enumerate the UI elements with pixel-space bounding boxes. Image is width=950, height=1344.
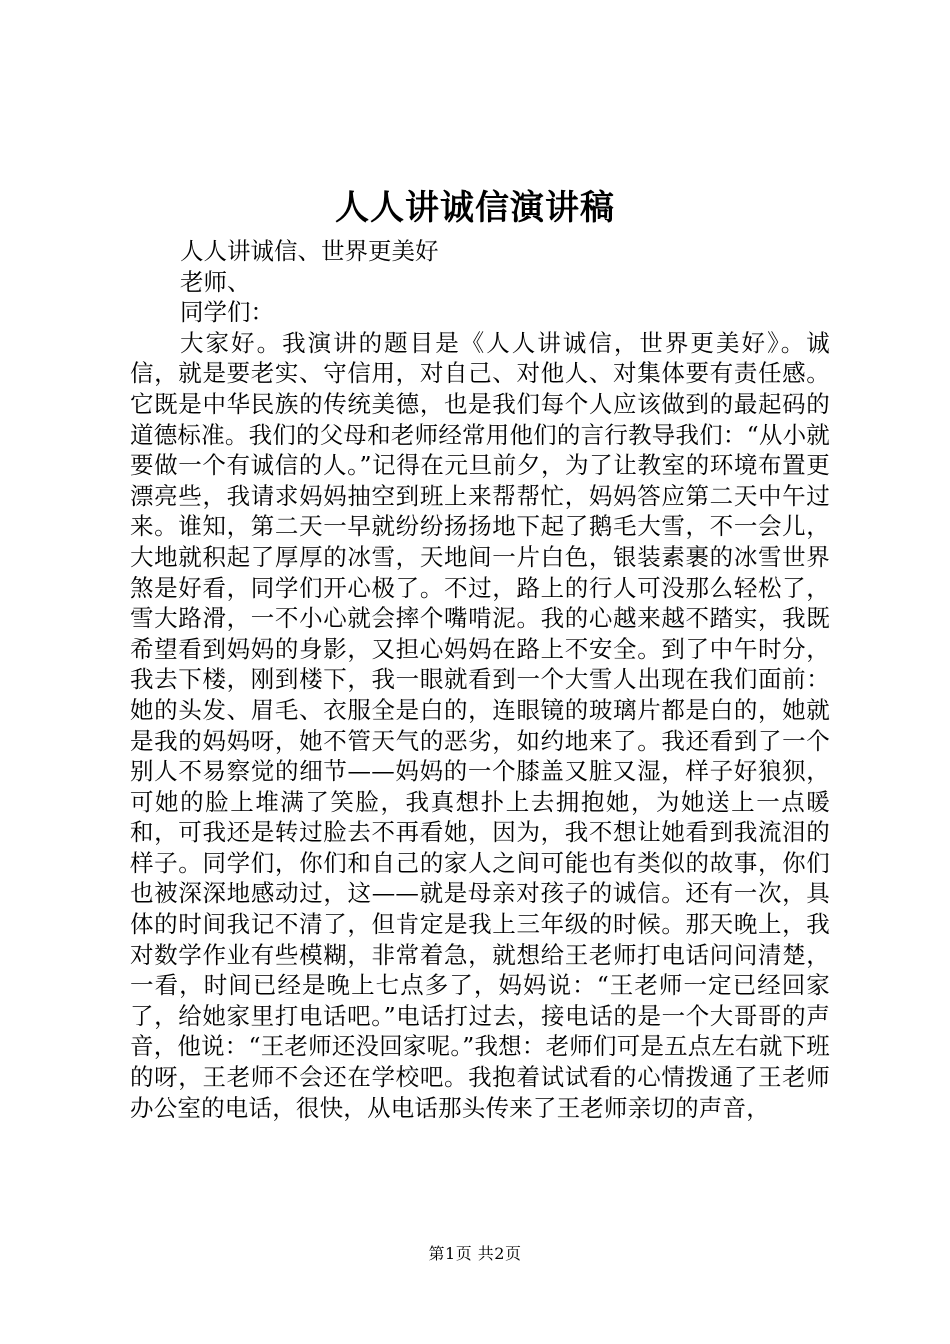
page-number: 第1页 共2页 [428,1244,522,1263]
speech-body-paragraph: 大家好。我演讲的题目是《人人讲诚信，世界更美好》。诚信，就是要老实、守信用，对自己、对他人、对集体要有责任感。它既是中华民族的传统美德，也是我们每个人应该做到的最起码的道德标准。我们的父母和老师经常用他们的言行教导我们：“从小就要做一个有诚信的人。”记得在元旦前夕，为了让教室的环境布置更漂亮些，我请求妈妈抽空到班上来帮帮忙，妈妈答应第二天中午过来。谁知，第二天一早就纷纷扬扬地下起了鹅毛大雪，不一会儿，大地就积起了厚厚的冰雪，天地间一片白色，银装素裹的冰雪世界煞是好看，同学们开心极了。不过，路上的行人可没那么轻松了，雪大路滑，一不小心就会摔个嘴啃泥。我的心越来越不踏实，我既希望看到妈妈的身影，又担心妈妈在路上不安全。到了中午时分，我去下楼，刚到楼下，我一眼就看到一个大雪人出现在我们面前：她的头发、眉毛、衣服全是白的，连眼镜的玻璃片都是白的，她就是我的妈妈呀，她不管天气的恶劣，如约地来了。我还看到了一个别人不易察觉的细节——妈妈的一个膝盖又脏又湿，样子好狼狈，可她的脸上堆满了笑脸，我真想扑上去拥抱她，为她送上一点暖和，可我还是转过脸去不再看她，因为，我不想让她看到我流泪的样子。同学们，你们和自己的家人之间可能也有类似的故事，你们也被深深地感动过，这——就是母亲对孩子的诚信。还有一次，具体的时间我记不清了，但肯定是我上三年级的时候。那天晚上，我对数学作业有些模糊，非常着急，就想给王老师打电话问问清楚，一看，时间已经是晚上七点多了，妈妈说：“王老师一定已经回家了，给她家里打电话吧。”电话打过去，接电话的是一个大哥哥的声音，他说：“王老师还没回家呢。”我想：老师们可是五点左右就下班的呀，王老师不会还在学校吧。我抱着试试看的心情拨通了王老师办公室的电话，很快，从电话那头传来了王老师亲切的声音， [130,328,830,1122]
greeting-teachers: 老师、 [180,267,251,296]
document-title: 人人讲诚信演讲稿 [335,188,615,228]
speech-subtitle: 人人讲诚信、世界更美好 [180,237,439,265]
document-content [130,236,830,1123]
greeting-students: 同学们： [180,298,274,327]
